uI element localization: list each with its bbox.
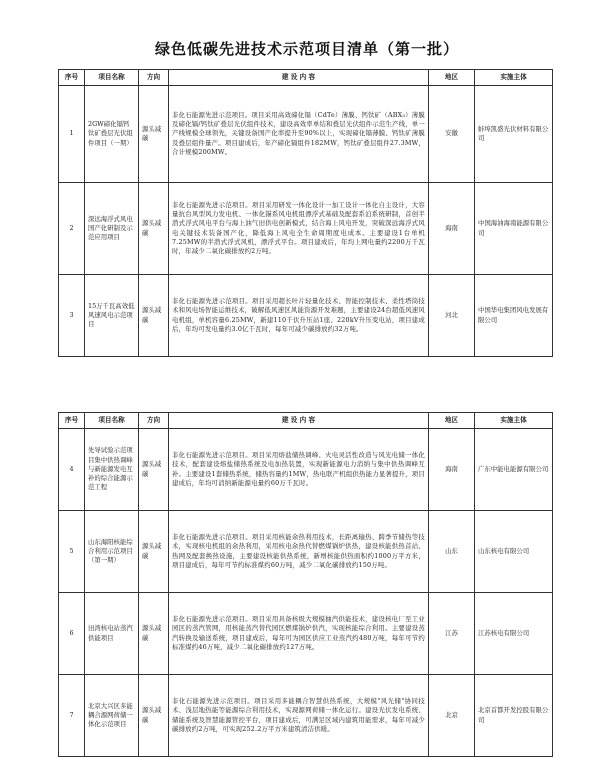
cell-no: 7: [59, 675, 85, 757]
cell-no: 6: [59, 593, 85, 675]
page-title: 绿色低碳先进技术示范项目清单（第一批）: [154, 40, 459, 58]
cell-area: 海南: [429, 183, 475, 275]
cell-no: 5: [59, 511, 85, 593]
cell-area: 北京: [429, 675, 475, 757]
header-no: 序号: [59, 70, 85, 86]
header-org: 实施主体: [475, 70, 553, 86]
project-table-bottom: [58, 412, 553, 757]
cell-name: 北京大兴区多能耦合源网荷储一体化示范项目: [85, 675, 139, 757]
cell-content: 非化石能源先进示范项目。项目采用具备核级大规模抽汽供能技术，建设核电厂至工业园区的蒸汽管网，用核能蒸汽替代园区燃煤锅炉供汽，实现核能综合利用。主要建设蒸汽转换及输送系统，项目建成后，每年可为园区供应工业蒸汽约480万吨，每年可节约标准煤约46万吨，减少二氧化碳排放约127万吨。: [169, 593, 429, 675]
cell-direction: 源头减碳: [139, 183, 169, 275]
table-row: [59, 86, 553, 183]
cell-name: 深远海浮式风电国产化研制及示范应用项目: [85, 183, 139, 275]
cell-area: 海南: [429, 429, 475, 511]
header-direction: 方向: [139, 70, 169, 86]
header-content: 建 设 内 容: [169, 413, 429, 429]
cell-content: 非化石能源先进示范项目。项目采用多能耦合智慧供热系统，大规模"风光储"协同技术、浅层地热能等能源综合利用技术，实现源网荷储一体化运行。建设光伏发电系统、储能系统及智慧能源管控平台，项目建成后，可满足区域内建筑用能需求，每年可减少碳排放约2万吨，可实现252.2万平方米建筑清洁供暖。: [169, 675, 429, 757]
header-name: 项目名称: [85, 70, 139, 86]
cell-no: 3: [59, 275, 85, 357]
table-row: [59, 183, 553, 275]
cell-content: 非化石能源先进示范项目。项目采用超长叶片轻量化技术、智能控制技术、柔性塔筒技术和风电场智能运维技术，破解低风速区风能资源开发难题，主要建设24台超低风速风电机组，单机容量6.25MW，新建110千伏升压站1座、220kV升压变电站，项目建成后，年均可发电量约3.0亿千瓦时，每年可减少碳排放约32万吨。: [169, 275, 429, 357]
cell-direction: 源头减碳: [139, 275, 169, 357]
cell-no: 4: [59, 429, 85, 511]
cell-org: 山东核电有限公司: [475, 511, 553, 593]
cell-area: 江苏: [429, 593, 475, 675]
table-header-row: [59, 70, 553, 86]
header-content: 建 设 内 容: [169, 70, 429, 86]
cell-no: 1: [59, 86, 85, 183]
header-area: 地区: [429, 70, 475, 86]
cell-name: 2GW碲化镉钙钛矿叠层光伏组件项目（一期）: [85, 86, 139, 183]
cell-direction: 源头减碳: [139, 86, 169, 183]
table-row: [59, 429, 553, 511]
cell-org: 江苏核电有限公司: [475, 593, 553, 675]
header-name: 项目名称: [85, 413, 139, 429]
cell-org: 北京首都开发控股有限公司: [475, 675, 553, 757]
cell-direction: 源头减碳: [139, 511, 169, 593]
cell-name: 山东海阳核能综合利用示范项目（第一期）: [85, 511, 139, 593]
header-direction: 方向: [139, 413, 169, 429]
cell-direction: 源头减碳: [139, 675, 169, 757]
cell-org: 广东中能电能源有限公司: [475, 429, 553, 511]
cell-org: 中国海油海南能源有限公司: [475, 183, 553, 275]
table-header-row: [59, 413, 553, 429]
table-row: [59, 675, 553, 757]
cell-content: 非化石能源先进示范项目。项目采用高效碲化镉（CdTe）薄膜、钙钛矿（ABX₃）薄膜及碲化镉/钙钛矿叠层光伏组件技术，建设高效率单结和叠层光伏组件示范生产线，单一产线规模全球领先，关键设备国产化率提升至90%以上，实现碲化镉薄膜、钙钛矿薄膜及叠层组件量产。项目建成后，年产碲化镉组件182MW，钙钛矿叠层组件27.3MW，合计规模200MW。: [169, 86, 429, 183]
table-row: [59, 511, 553, 593]
cell-name: 15万千瓦高效低风速风电示范项目: [85, 275, 139, 357]
cell-content: 非化石能源先进示范项目。项目采用熔盐储热调峰、火电灵活性改造与风光电储一体化技术，配套建设熔盐储热系统及电加热装置，实现新能源电力消纳与集中供热调峰互补。主要建设1套储热系统，储热容量约1MW，热电联产机组供热能力显著提升，项目建成后，年均可消纳新能源电量约60万千瓦时。: [169, 429, 429, 511]
cell-content: 非化石能源先进示范项目。项目采用核能余热利用技术，长距离输热、跨季节储热等技术，实现核电机组的余热利用，采用核电余热代替燃煤锅炉供热，建设核能供热首站、热网及配套换热设施，主要建设核能供热系统，新增核能供热面积约1000万平方米，项目建成后，每年可节约标准煤约60万吨，减少二氧化碳排放约150万吨。: [169, 511, 429, 593]
cell-org: 中国华电集团风电发展有限公司: [475, 275, 553, 357]
cell-name: 先导试验示范项目集中供热调峰与新能源发电互补的综合能源示范工程: [85, 429, 139, 511]
cell-direction: 源头减碳: [139, 429, 169, 511]
cell-no: 2: [59, 183, 85, 275]
cell-area: 山东: [429, 511, 475, 593]
table-row: [59, 593, 553, 675]
cell-area: 河北: [429, 275, 475, 357]
header-org: 实施主体: [475, 413, 553, 429]
table-row: [59, 275, 553, 357]
header-no: 序号: [59, 413, 85, 429]
project-table-top: [58, 69, 553, 357]
cell-direction: 源头减碳: [139, 593, 169, 675]
cell-area: 安徽: [429, 86, 475, 183]
cell-org: 蚌埠凯盛光伏材料有限公司: [475, 86, 553, 183]
cell-name: 田湾核电站蒸汽供能项目: [85, 593, 139, 675]
header-area: 地区: [429, 413, 475, 429]
cell-content: 非化石能源先进示范项目。项目采用研发一体化设计一加工设计一体化自主设计，大容量抗台风型风力发电机、一体化锚系风电机组漂浮式基础及配套系泊系统研制，首创半潜式浮式风电平台与海上油气田供电创新模式，结合海上风电开发，突破深远海浮式风电关键技术装备国产化，降低海上风电全生命周期度电成本。主要建设1台单机7.25MW的半潜式浮式风机，漂浮式平台。项目建成后，年均上网电量约2200万千瓦时，年减少二氧化碳排放约2万吨。: [169, 183, 429, 275]
